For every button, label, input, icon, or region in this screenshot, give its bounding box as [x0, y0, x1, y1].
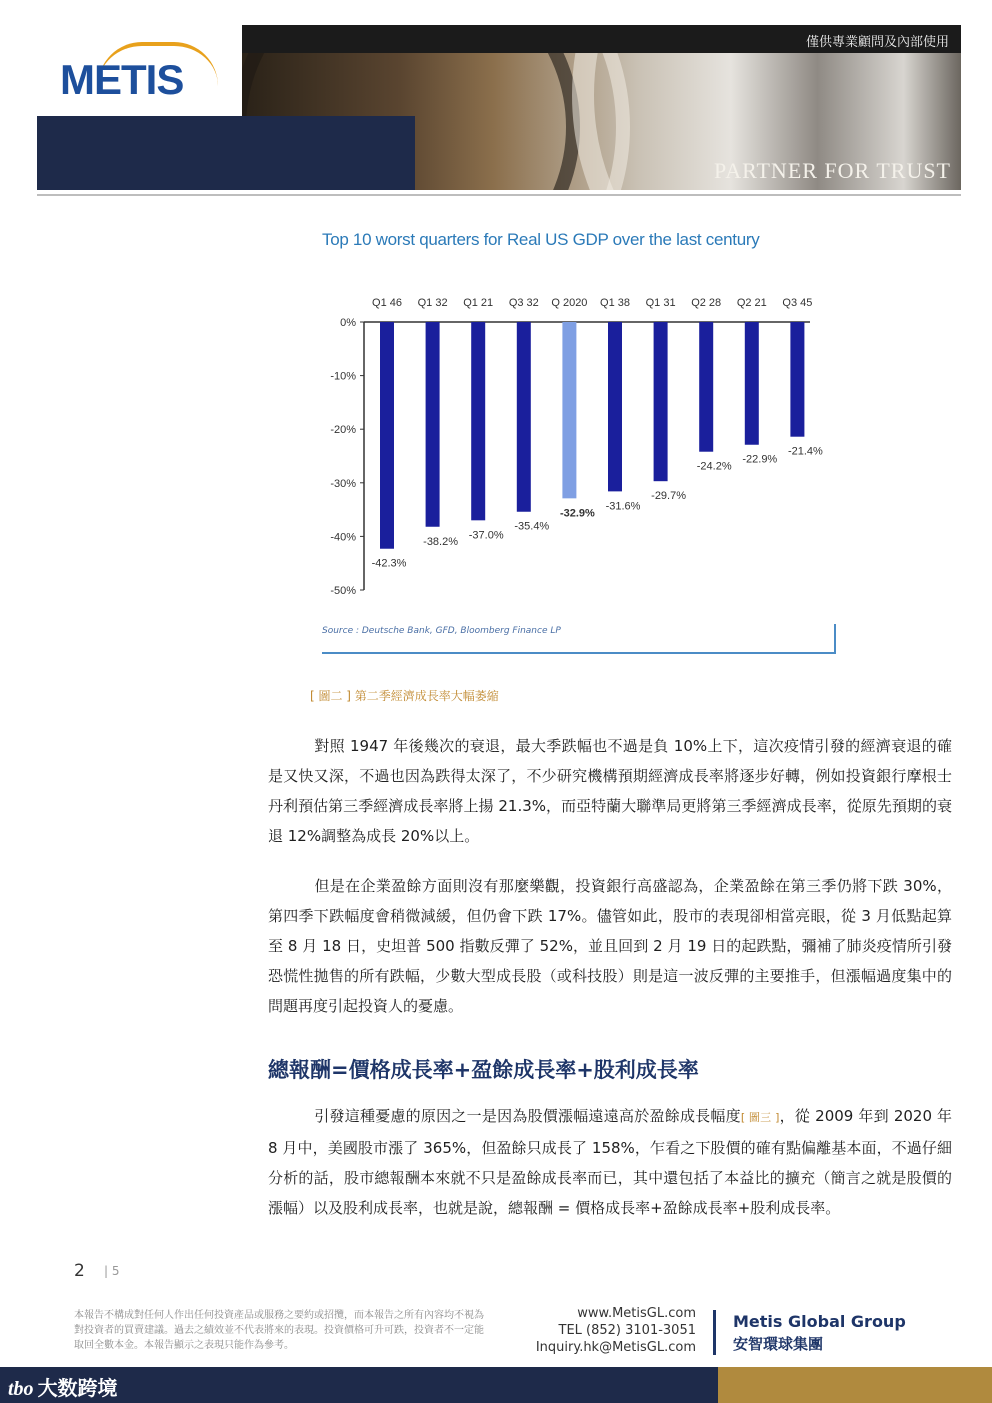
data-label: -24.2%	[696, 460, 732, 473]
logo-text: METIS	[60, 56, 184, 103]
header-navy-block	[37, 116, 415, 190]
category-label: Q1 46	[372, 297, 402, 309]
brand-name-english: Metis Global Group	[733, 1312, 906, 1331]
y-tick-label: -20%	[330, 424, 356, 437]
y-tick-label: -40%	[330, 531, 356, 544]
data-label: -35.4%	[514, 520, 550, 533]
figure-caption: [ 圖二 ] 第二季經濟成長率大幅萎縮	[310, 689, 499, 703]
bar-Q-2020	[562, 322, 576, 498]
data-label: -38.2%	[423, 535, 459, 548]
bar-Q3-32	[517, 322, 531, 512]
brand-name-chinese: 安智環球集團	[733, 1335, 824, 1353]
chart-source: Source : Deutsche Bank, GFD, Bloomberg Finance LP	[322, 626, 561, 636]
internal-use-notice: 僅供專業顧問及內部使用	[805, 35, 949, 50]
paragraph-1-text: 對照 1947 年後幾次的衰退，最大季跌幅也不過是負 10%上下，這次疫情引發的經濟衰退的確是又快又深，不過也因為跌得太深了，不少研究機構預期經濟成長率將逐步好轉，例如投資銀行摩根士丹利預估第三季經濟成長率將上揚 21.3%，而亞特蘭大聯準局更將第三季經濟成長率，從原先預期的衰退 12%調整為成長 20%以上。	[268, 737, 952, 845]
category-label: Q1 32	[417, 297, 448, 309]
data-label: -32.9%	[559, 507, 595, 520]
y-tick-label: -10%	[330, 370, 356, 383]
email-link[interactable]: Inquiry.hk@MetisGL.com	[535, 1340, 696, 1355]
category-label: Q3 32	[508, 297, 539, 309]
data-label: -42.3%	[371, 557, 407, 570]
footer-vertical-divider	[713, 1310, 716, 1355]
paragraph-3-text-b: ，從 2009 年到 2020 年 8 月中，美國股市漲了 365%，但盈餘只成長了 158%，乍看之下股價的確有點偏離基本面，不過仔細分析的話，股市總報酬本來就不只是盈餘成長率而已，其中還包括了本益比的擴充（簡言之就是股價的漲幅）以及股利成長率，也就是說，總報酬 = 價格成長率+盈餘成長率+股利成長率。	[268, 1107, 952, 1217]
chart-title: Top 10 worst quarters for Real US GDP over the last century	[322, 230, 760, 249]
contact-info	[520, 1305, 696, 1356]
metis-logo	[38, 30, 238, 110]
bar-Q1-38	[608, 322, 622, 491]
y-tick-label: 0%	[340, 317, 356, 329]
bar-Q1-32	[426, 322, 440, 527]
category-label: Q3 45	[782, 297, 813, 309]
bar-Q2-21	[745, 322, 759, 445]
chart-rule-end	[834, 624, 836, 654]
header-notice-bar	[242, 25, 961, 53]
category-label: Q2 28	[691, 297, 722, 309]
website-link[interactable]: www.MetisGL.com	[577, 1306, 696, 1321]
watermark-text: 大数跨境	[37, 1376, 118, 1400]
bar-Q1-46	[380, 322, 394, 549]
page-total: | 5	[104, 1264, 120, 1278]
phone-number: TEL (852) 3101-3051	[558, 1323, 696, 1338]
category-label: Q1 31	[645, 297, 676, 309]
chart-bottom-rule	[322, 652, 836, 654]
bar-Q2-28	[699, 322, 713, 452]
watermark	[8, 1372, 118, 1401]
paragraph-2-text: 但是在企業盈餘方面則沒有那麼樂觀，投資銀行高盛認為，企業盈餘在第三季仍將下跌 30%，第四季下跌幅度會稍微減緩，但仍會下跌 17%。儘管如此，股市的表現卻相當亮眼，從 3 月低點起算至 8 月 18 日，史坦普 500 指數反彈了 52%，並且回到 2 月 19 日的起跌點，彌補了肺炎疫情所引發恐慌性拋售的所有跌幅，少數大型成長股（或科技股）則是這一波反彈的主要推手，但漲幅過度集中的問題再度引起投資人的憂慮。	[268, 877, 952, 1015]
data-label: -22.9%	[742, 453, 778, 466]
chart-plot	[310, 222, 840, 622]
page-number: 2	[74, 1261, 85, 1281]
category-label: Q1 21	[463, 297, 494, 309]
figure-3-reference[interactable]: [ 圖三 ]	[740, 1111, 780, 1124]
bar-Q3-45	[790, 322, 804, 437]
partner-for-trust-tagline: PARTNER FOR TRUST	[714, 158, 951, 183]
y-tick-label: -50%	[330, 585, 356, 597]
legal-disclaimer: 本報告不構成對任何人作出任何投資產品或服務之要約或招攬，而本報告之所有內容均不視為對投資者的買賣建議。過去之績效並不代表將來的表現。投資價格可升可跌，投資者不一定能取回全數本金。本報告顯示之表現只能作為參考。	[74, 1310, 484, 1351]
y-tick-label: -30%	[330, 477, 356, 490]
footer-gold-band	[718, 1367, 992, 1403]
category-label: Q1 38	[600, 297, 630, 309]
paragraph-gdp-recovery	[268, 731, 952, 851]
data-label: -31.6%	[605, 500, 641, 513]
category-label: Q 2020	[551, 297, 588, 309]
bar-Q1-31	[654, 322, 668, 481]
section-heading-total-return: 總報酬=價格成長率+盈餘成長率+股利成長率	[268, 1058, 699, 1082]
data-label: -21.4%	[787, 445, 823, 458]
header-divider	[37, 194, 961, 196]
bar-Q1-21	[471, 322, 485, 520]
data-label: -29.7%	[651, 490, 687, 503]
paragraph-earnings-outlook	[268, 871, 952, 1021]
paragraph-total-return	[268, 1101, 952, 1223]
data-label: -37.0%	[468, 529, 504, 542]
paragraph-3-text-a: 引發這種憂慮的原因之一是因為股價漲幅遠遠高於盈餘成長幅度	[314, 1107, 741, 1125]
watermark-logo-icon: tbo	[8, 1378, 34, 1400]
gdp-worst-quarters-chart	[310, 222, 840, 662]
category-label: Q2 21	[736, 297, 767, 309]
